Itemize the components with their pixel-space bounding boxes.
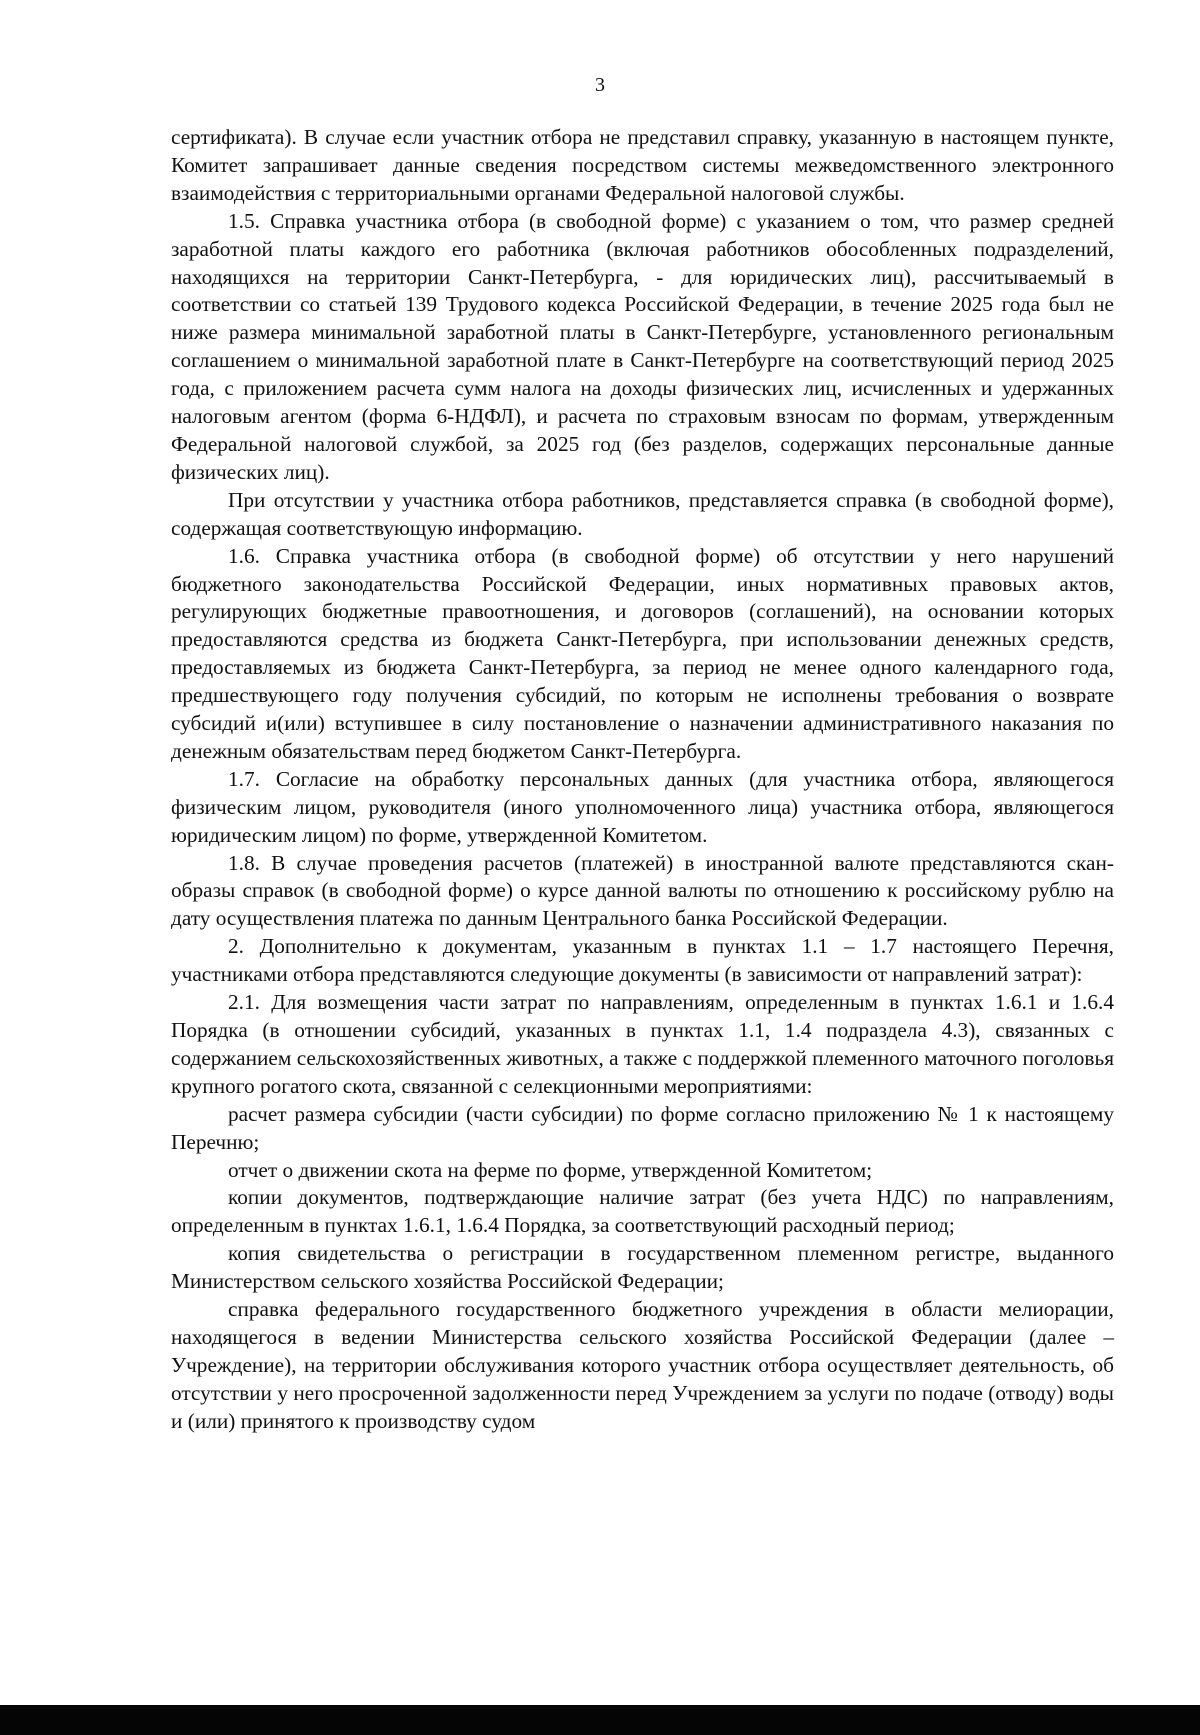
paragraph: При отсутствии у участника отбора работников, представляется справка (в свободной форме), содержащая соответствующую информацию. — [171, 487, 1114, 540]
document-body — [171, 124, 1114, 1436]
paragraph: 2. Дополнительно к документам, указанным в пунктах 1.1 – 1.7 настоящего Перечня, участниками отбора представляются следующие документы (в зависимости от направлений затрат): — [171, 934, 1114, 987]
paragraph: 1.5. Справка участника отбора (в свободной форме) с указанием о том, что размер средней заработной платы каждого его работника (включая работников обособленных подразделений, находящихся на территории Санкт-Петербурга, - для юридических лиц), рассчитываемый в соответствии со статьей 139 Трудового кодекса Российской Федерации, в течение 2025 года был не ниже размера минимальной заработной платы в Санкт-Петербурге, установленного региональным соглашением о минимальной заработной плате в Санкт-Петербурге на соответствующий период 2025 года, с приложением расчета сумм налога на доходы физических лиц, исчисленных и удержанных налоговым агентом (форма 6-НДФЛ), и расчета по страховым взносам по формам, утвержденным Федеральной налоговой службой, за 2025 год (без разделов, содержащих персональные данные физических лиц). — [171, 208, 1114, 484]
paragraph: 1.6. Справка участника отбора (в свободной форме) об отсутствии у него нарушений бюджетного законодательства Российской Федерации, иных нормативных правовых актов, регулирующих бюджетные правоотношения, и договоров (соглашений), на основании которых предоставляются средства из бюджета Санкт-Петербурга, при использовании денежных средств, предоставляемых из бюджета Санкт-Петербурга, за период не менее одного календарного года, предшествующего году получения субсидий, по которым не исполнены требования о возврате субсидий и(или) вступившее в силу постановление о назначении административного наказания по денежным обязательствам перед бюджетом Санкт-Петербурга. — [171, 543, 1114, 763]
paragraph: справка федерального государственного бюджетного учреждения в области мелиорации, находящегося в ведении Министерства сельского хозяйства Российской Федерации (далее – Учреждение), на территории обслуживания которого участник отбора осуществляет деятельность, об отсутствии у него просроченной задолженности перед Учреждением за услуги по подаче (отводу) воды и (или) принятого к производству судом — [171, 1297, 1114, 1433]
paragraph: копии документов, подтверждающие наличие затрат (без учета НДС) по направлениям, определенным в пунктах 1.6.1, 1.6.4 Порядка, за соответствующий расходный период; — [171, 1185, 1114, 1238]
scan-bottom-edge — [0, 1705, 1200, 1735]
paragraph: 1.8. В случае проведения расчетов (платежей) в иностранной валюте представляются скан-образы справок (в свободной форме) о курсе данной валюты по отношению к российскому рублю на дату осуществления платежа по данным Центрального банка Российской Федерации. — [171, 850, 1114, 931]
paragraph: копия свидетельства о регистрации в государственном племенном регистре, выданного Министерством сельского хозяйства Российской Федерации; — [171, 1241, 1114, 1294]
paragraph: 2.1. Для возмещения части затрат по направлениям, определенным в пунктах 1.6.1 и 1.6.4 Порядка (в отношении субсидий, указанных в пунктах 1.1, 1.4 подраздела 4.3), связанных с содержанием сельскохозяйственных животных, а также с поддержкой племенного маточного поголовья крупного рогатого скота, связанной с селекционными мероприятиями: — [171, 990, 1114, 1098]
paragraph: 1.7. Согласие на обработку персональных данных (для участника отбора, являющегося физическим лицом, руководителя (иного уполномоченного лица) участника отбора, являющегося юридическим лицом) по форме, утвержденной Комитетом. — [171, 766, 1114, 847]
paragraph: сертификата). В случае если участник отбора не представил справку, указанную в настоящем пункте, Комитет запрашивает данные сведения посредством системы межведомственного электронного взаимодействия с территориальными органами Федеральной налоговой службы. — [171, 125, 1114, 205]
page-number: 3 — [595, 74, 605, 96]
paragraph: отчет о движении скота на ферме по форме, утвержденной Комитетом; — [228, 1157, 873, 1182]
paragraph: расчет размера субсидии (части субсидии) по форме согласно приложению № 1 к настоящему Перечню; — [171, 1101, 1114, 1154]
